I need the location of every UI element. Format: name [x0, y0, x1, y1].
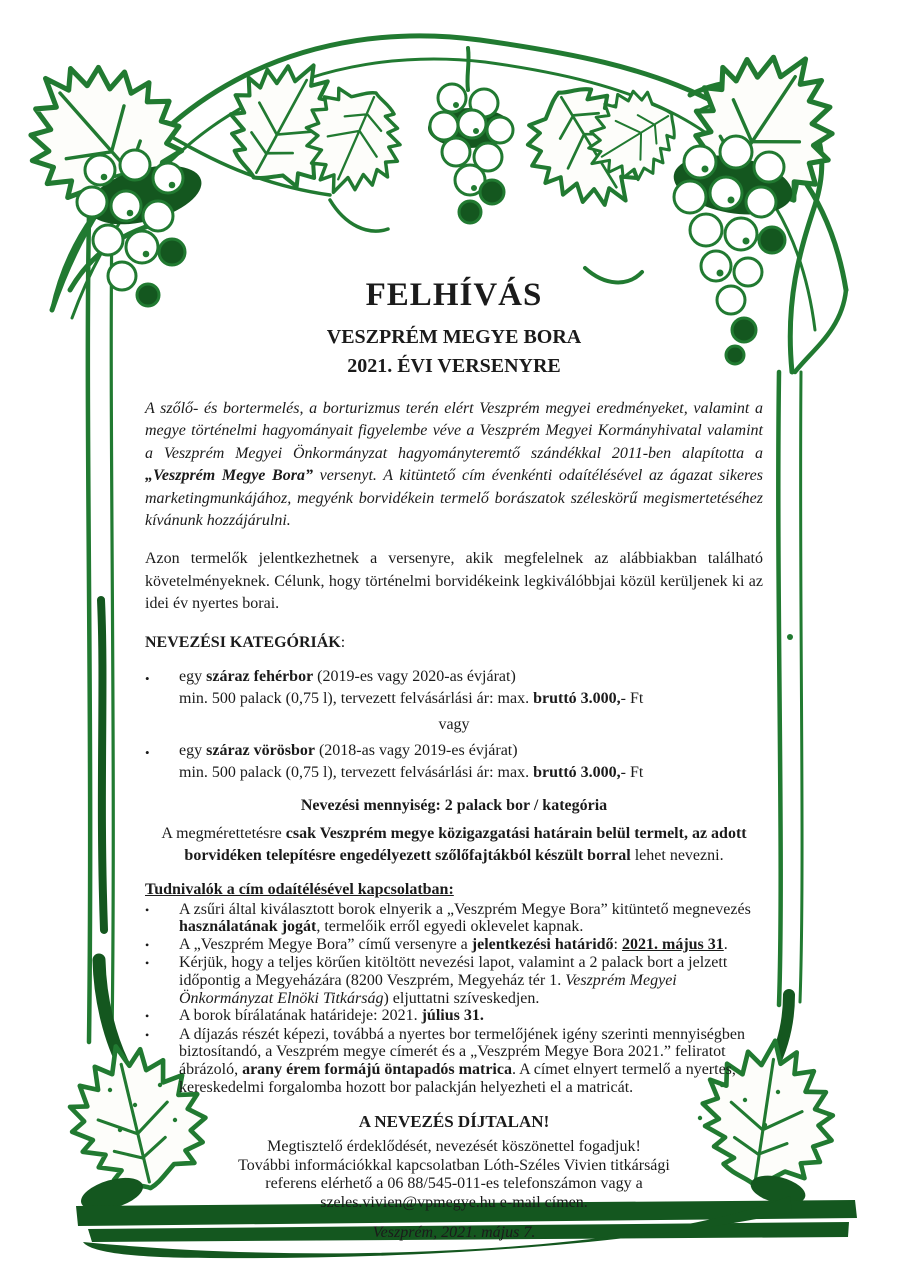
- text-run-office-name: Veszprém Megyei Önkormányzat Elnöki Titkárság: [179, 972, 677, 1007]
- category-item-red-wine: [145, 740, 763, 784]
- text-run: jelentkezési határidő: [471, 935, 614, 953]
- text-run: :: [340, 633, 346, 651]
- category-white-line1: [179, 666, 763, 688]
- subtitle-competition-year: 2021. ÉVI VERSENYRE: [347, 355, 561, 377]
- text-run: bruttó 3.000,: [533, 689, 621, 707]
- text-run: A szőlő- és bortermelés, a borturizmus terén elért Veszprém megyei eredményeket, valamint a megye történelmi hagyományait figyelembe véve a Veszprém Megyei Kormányhivatal valamint a Veszprém Megyei Önkormányzat hagyományteremtő szándékkal 2011-ben alapította a: [145, 400, 763, 462]
- closing-line: További információkkal kapcsolatban Lóth-Széles Vivien titkársági: [238, 1156, 670, 1174]
- text-run: bruttó 3.000,: [533, 763, 621, 781]
- or-separator: vagy: [438, 715, 470, 733]
- bullet-marker: •: [145, 956, 150, 971]
- text-run: arany érem formájú öntapadós matrica: [242, 1061, 512, 1078]
- text-run: min. 500 palack (0,75 l), tervezett felvásárlási ár: max.: [179, 689, 534, 707]
- text-run: ) eljuttatni szíveskedjen.: [383, 989, 540, 1007]
- origin-line1: [145, 823, 763, 845]
- closing-line-email: szeles.vivien@vpmegye.hu e-mail címen.: [320, 1193, 588, 1211]
- text-run: . A címet elnyert termelő a nyertes, kereskedelmi forgalomba hozott bor palackján helyezheti el a matricát.: [179, 1061, 736, 1096]
- text-run: borvidéken telepítésre engedélyezett szőlőfajtákból készült borral: [184, 846, 631, 864]
- closing-line: referens elérhető a 06 88/545-011-es telefonszámon vagy a: [265, 1175, 643, 1193]
- closing-line: Megtisztelő érdeklődését, nevezését köszönettel fogadjuk!: [267, 1138, 641, 1156]
- text-run-deadline-date: 2021. május 31: [621, 935, 724, 953]
- info-item-title-usage: [145, 901, 763, 936]
- text-run: egy: [179, 667, 207, 685]
- category-item-white-wine: [145, 666, 763, 710]
- info-item-delivery: [145, 954, 763, 1007]
- category-red-text: [179, 740, 763, 784]
- bullet-marker: •: [145, 937, 150, 952]
- subtitle-competition-name: VESZPRÉM MEGYE BORA: [326, 326, 582, 348]
- text-run: egy: [179, 741, 207, 759]
- text-run: min. 500 palack (0,75 l), tervezett felvásárlási ár: max.: [179, 763, 534, 781]
- text-run: :: [613, 935, 622, 953]
- entry-quantity-note: Nevezési mennyiség: 2 palack bor / kategória: [300, 796, 608, 814]
- info-section-heading: Tudnivalók a cím odaítélésével kapcsolatban:: [145, 880, 454, 898]
- text-run: A zsűri által kiválasztott borok elnyerik a „Veszprém Megye Bora” kitüntető megnevezés: [179, 900, 751, 918]
- text-run: versenyt. A kitüntető cím évenkénti odaítélésével az ágazat sikeres marketingmunkájához, megyénk borvidékein termelő borászatok széleskörű megismertetéséhez kívánunk hozzájárulni.: [145, 467, 764, 530]
- text-run: július 31.: [421, 1007, 484, 1025]
- intro-paragraph: [145, 398, 763, 532]
- text-run: használatának jogát: [179, 918, 317, 936]
- text-run: lehet nevezni.: [630, 846, 724, 864]
- text-run: száraz fehérbor: [206, 667, 314, 685]
- date-place-line: Veszprém, 2021. május 7.: [372, 1223, 536, 1241]
- page-title: FELHÍVÁS: [365, 277, 543, 313]
- text-run: , termelőik erről egyedi oklevelet kapnak.: [316, 918, 584, 936]
- announcement-body: [145, 276, 763, 1243]
- text-run: Kérjük, hogy a teljes körűen kitöltött nevezési lapot, valamint a 2 palack bort a jelzett időpontig a Megyeházára (8200 Veszprém, Megyeház tér 1.: [179, 954, 728, 990]
- text-run: csak Veszprém megye közigazgatási határain belül termelt, az adott: [285, 824, 747, 842]
- text-run: .: [723, 935, 728, 953]
- category-white-text: [179, 666, 763, 710]
- origin-line2: [145, 845, 763, 867]
- text-run: (2019-es vagy 2020-as évjárat): [313, 667, 516, 685]
- free-entry-note: A NEVEZÉS DÍJTALAN!: [358, 1112, 550, 1132]
- text-run: A díjazás részét képezi, továbbá a nyertes bor termelőjének igény szerinti mennyiségben biztosítandó, a Veszprém megye címerét és a „Veszprém Megye Bora 2021.” feliratot ábrázoló,: [179, 1025, 746, 1078]
- category-white-line2: [179, 688, 763, 710]
- text-run: száraz vörösbor: [206, 741, 315, 759]
- text-run: A „Veszprém Megye Bora” című versenyre a: [179, 935, 472, 953]
- category-red-line2: [179, 762, 763, 784]
- bullet-marker: •: [145, 670, 150, 686]
- text-run: - Ft: [620, 763, 644, 781]
- closing-paragraph: [145, 1138, 763, 1212]
- text-run: NEVEZÉSI KATEGÓRIÁK: [145, 633, 341, 651]
- text-run: - Ft: [620, 689, 644, 707]
- text-run-competition-title: „Veszprém Megye Bora”: [145, 467, 313, 485]
- currant-bunch-top-center: [430, 84, 513, 223]
- bullet-marker: •: [145, 744, 150, 760]
- text-run: A megmérettetésre: [161, 824, 286, 842]
- bullet-marker: •: [145, 902, 150, 917]
- bullet-marker: •: [145, 1027, 150, 1042]
- info-item-deadline: [145, 936, 763, 955]
- eligibility-paragraph: Azon termelők jelentkezhetnek a versenyre, akik megfelelnek az alábbiakban található követelményeknek. Célunk, hogy történelmi borvidékeink legkiválóbbjai közül kerüljenek ki az idei év nyertes borai.: [145, 550, 763, 613]
- info-item-judging-deadline: [145, 1007, 763, 1026]
- info-list: [145, 901, 763, 1097]
- text-run: (2018-as vagy 2019-es évjárat): [314, 741, 518, 759]
- info-item-sticker-prize: [145, 1026, 763, 1096]
- bullet-marker: •: [145, 1009, 150, 1024]
- text-run: A borok bírálatának határideje: 2021.: [179, 1007, 422, 1025]
- categories-heading: [145, 632, 763, 654]
- category-red-line1: [179, 740, 763, 762]
- origin-requirement-note: [145, 823, 763, 867]
